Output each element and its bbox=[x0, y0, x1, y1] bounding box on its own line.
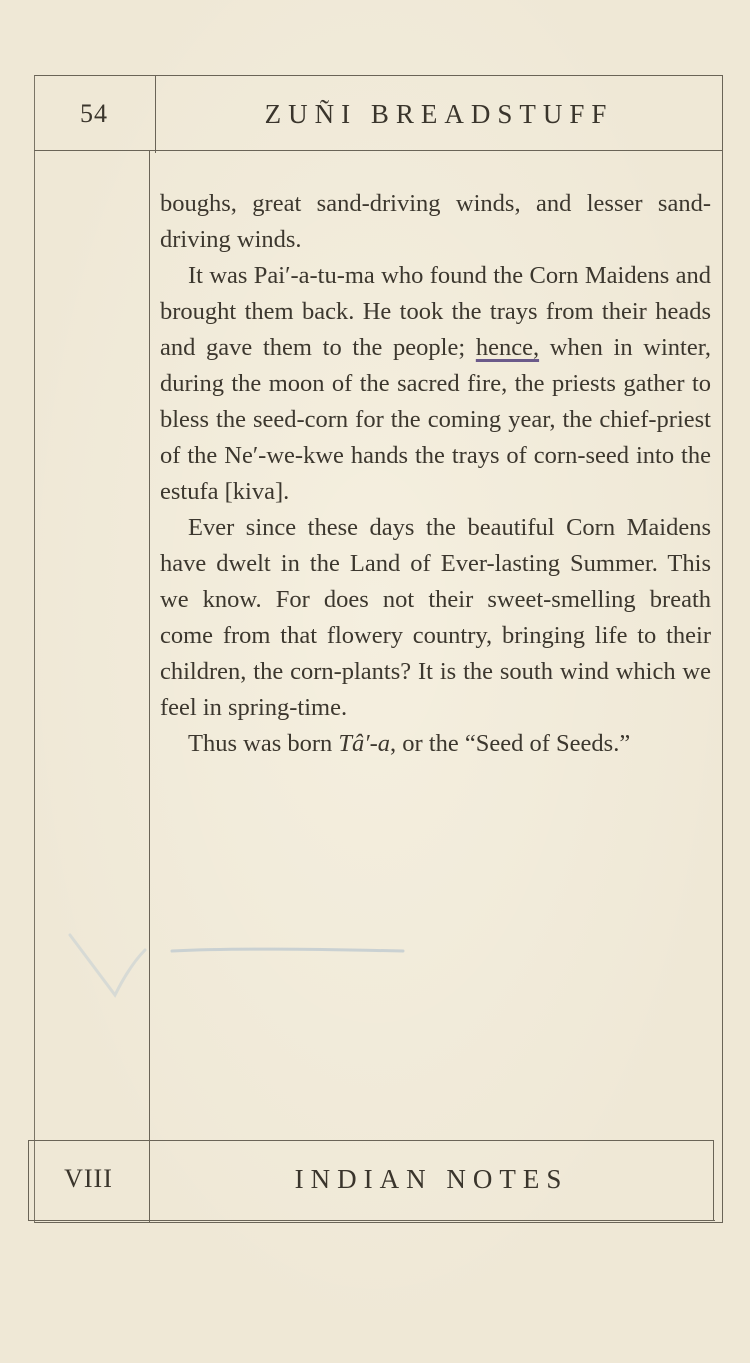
paragraph-3-text: Ever since these days the beautiful Corn Maidens have dwelt in the Land of Ever-lasting Summer. This we know. For does not their sweet-smelling breath come from that flowery country, bringing life to their children, the corn-plants? It is the south wind which we feel in spring-time. bbox=[160, 514, 711, 721]
paragraph-3 bbox=[160, 510, 711, 726]
paragraph-2-text-b: when in winter, during the moon of the sacred fire, the priests gather to bless the seed-corn for the coming year, the chief-priest of the Ne′-we-kwe hands the trays of corn-seed into the estufa [kiva]. bbox=[160, 334, 711, 505]
page-number: 54 bbox=[80, 99, 108, 128]
italic-term-ta-a: Tâ′-a bbox=[338, 730, 391, 757]
body-text bbox=[160, 186, 711, 762]
running-foot: INDIAN NOTES bbox=[294, 1163, 569, 1194]
pencil-check-mark bbox=[50, 920, 160, 1005]
bottom-rule bbox=[28, 1220, 715, 1221]
section-number: VIII bbox=[64, 1164, 113, 1193]
paragraph-2 bbox=[160, 258, 711, 510]
footer-right-edge bbox=[713, 1140, 714, 1221]
paragraph-4-text-a: Thus was born bbox=[188, 730, 339, 757]
paragraph-2-text-a: It was Pai′-a-tu-ma who found the Corn Maidens and brought them back. He took the trays from their heads and gave them to the people; bbox=[160, 262, 711, 361]
pencil-stroke-mark bbox=[170, 945, 405, 955]
paragraph-1-text: boughs, great sand-driving winds, and lesser sand-driving winds. bbox=[160, 190, 711, 253]
margin-column-rule bbox=[149, 150, 150, 1222]
paragraph-1 bbox=[160, 186, 711, 258]
underlined-word-hence: hence, bbox=[475, 334, 540, 361]
header-rule bbox=[34, 150, 723, 151]
paragraph-4 bbox=[160, 726, 711, 762]
running-head: ZUÑI BREADSTUFF bbox=[264, 98, 614, 129]
paragraph-4-text-b: , or the “Seed of Seeds.” bbox=[390, 730, 631, 757]
